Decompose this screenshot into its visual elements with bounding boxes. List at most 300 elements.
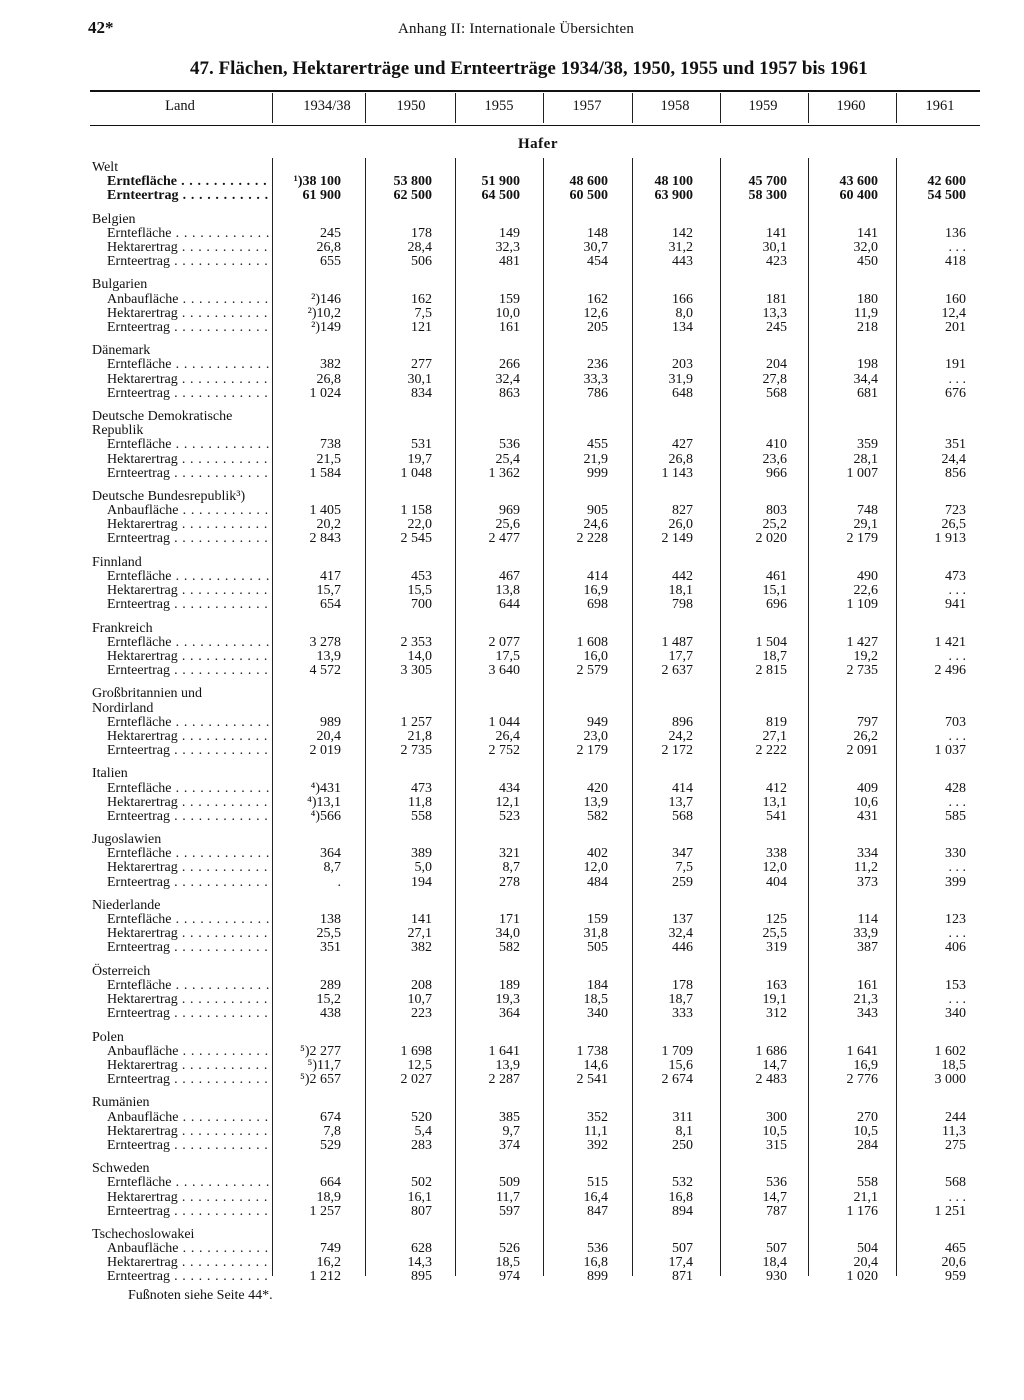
cell-value: 10,7 [407,992,432,1007]
cell-value: 504 [857,1241,878,1257]
row-label: Ernteertrag . . . [107,1204,270,1219]
column-header-year: 1950 [396,98,426,114]
cell-value: 654 [320,597,341,613]
cell-value: 20,6 [941,1255,966,1271]
column-header-year: 1961 [925,98,955,114]
row-label: Hektarertrag . . . [107,729,270,744]
cell-value: 162 [411,291,432,307]
cell-value: 13,9 [583,794,608,810]
cell-value: 18,1 [668,583,693,599]
cell-value: ⁴)431 [310,780,341,796]
cell-value: 2 541 [576,1072,608,1087]
header-column-divider [896,93,897,123]
cell-value: 676 [945,385,966,401]
row-label: Ernteertrag . . . [107,531,270,546]
cell-value: 505 [587,940,608,956]
row-label: Ernteertrag . . . [107,1072,270,1087]
cell-value: 18,5 [941,1057,966,1073]
cell-value: 749 [320,1241,341,1257]
cell-value: 420 [587,780,608,796]
cell-value: 834 [411,385,432,401]
cell-value: 11,2 [854,860,878,876]
row-label: Erntefläche . . . [107,912,270,927]
cell-value: 382 [320,357,341,373]
cell-value: 201 [945,319,966,335]
cell-value: 32,3 [495,240,520,255]
row-label: Hektarertrag . . . [107,992,270,1007]
cell-value: 1 158 [400,503,432,519]
cell-value: 26,0 [668,517,693,533]
row-label: Hektarertrag . . . [107,1124,270,1139]
cell-value: 896 [672,714,693,730]
cell-value: 738 [320,437,341,453]
cell-value: 22,6 [853,583,878,599]
cell-value: 32,4 [495,371,520,387]
cell-value: 16,1 [407,1189,432,1205]
cell-value: 15,2 [316,992,341,1007]
cell-value: 270 [857,1109,878,1125]
cell-value: 797 [857,714,878,730]
cell-value: 507 [672,1241,693,1257]
cell-value: 568 [672,808,693,824]
cell-value: 2 545 [400,531,432,547]
cell-value: 12,5 [407,1057,432,1073]
cell-value: 32,0 [853,240,878,255]
cell-value: 12,4 [941,305,966,321]
cell-value: 385 [499,1109,520,1125]
cell-value: 28,4 [407,240,432,255]
cell-value: 2 077 [488,634,520,650]
cell-value: 25,2 [762,517,787,533]
cell-value: 136 [945,225,966,241]
cell-value: 431 [857,808,878,824]
cell-value: ¹)38 100 [293,174,341,190]
cell-value: 1 251 [934,1203,966,1219]
cell-value: ²)10,2 [307,305,341,321]
cell-value: 26,5 [941,517,966,533]
cell-value: . . . [948,926,966,942]
cell-value: ⁵)2 657 [299,1072,341,1087]
body-column-divider [455,158,456,1276]
cell-value: 1 738 [576,1043,608,1059]
column-header-year: 1934/38 [303,98,351,114]
cell-value: . . . [948,371,966,387]
cell-value: 11,8 [408,794,432,810]
row-label: Ernteertrag . . . [107,1269,270,1284]
cell-value: 315 [766,1137,787,1153]
cell-value: 17,4 [668,1255,693,1271]
cell-value: . . . [948,240,966,255]
cell-value: 703 [945,714,966,730]
cell-value: 974 [499,1269,520,1285]
country-name: Tschechoslowakei [92,1227,195,1242]
row-label: Erntefläche . . . [107,635,270,650]
cell-value: 64 500 [481,188,520,204]
cell-value: 340 [587,1006,608,1022]
cell-value: 13,9 [495,1057,520,1073]
cell-value: 8,7 [502,860,520,876]
cell-value: 2 027 [400,1072,432,1087]
cell-value: 536 [587,1241,608,1257]
cell-value: 26,8 [668,451,693,467]
row-label: Erntefläche . . . [107,1175,270,1190]
cell-value: 568 [945,1175,966,1191]
cell-value: 18,5 [495,1255,520,1271]
cell-value: . . . [948,860,966,876]
country-name: Deutsche Bundesrepublik³) [92,489,246,504]
cell-value: 1 044 [488,714,520,730]
cell-value: 15,1 [762,583,787,599]
cell-value: 11,3 [942,1123,966,1139]
cell-value: 141 [766,225,787,241]
cell-value: 10,5 [762,1123,787,1139]
cell-value: 289 [320,977,341,993]
country-name: Welt [92,160,119,175]
cell-value: 343 [857,1006,878,1022]
cell-value: 321 [499,846,520,862]
cell-value: 58 300 [748,188,787,204]
cell-value: 1 608 [576,634,608,650]
row-label: Hektarertrag . . . [107,1190,270,1205]
row-label: Ernteertrag . . . [107,1138,270,1153]
cell-value: 644 [499,597,520,613]
cell-value: 166 [672,291,693,307]
cell-value: 523 [499,808,520,824]
cell-value: 2 483 [755,1072,787,1087]
cell-value: 312 [766,1006,787,1022]
cell-value: 191 [945,357,966,373]
cell-value: 2 019 [309,743,341,758]
cell-value: 16,8 [668,1189,693,1205]
cell-value: 14,7 [762,1189,787,1205]
cell-value: 171 [499,912,520,928]
cell-value: 536 [766,1175,787,1191]
cell-value: 340 [945,1006,966,1022]
footnote: Fußnoten siehe Seite 44*. [128,1288,273,1303]
row-label: Hektarertrag . . . [107,452,270,467]
cell-value: 930 [766,1269,787,1285]
country-name: Polen [92,1029,124,1045]
cell-value: 13,7 [668,794,693,810]
cell-value: 2 228 [576,531,608,547]
cell-value: 134 [672,319,693,335]
row-label: Hektarertrag . . . [107,240,270,255]
cell-value: 259 [672,874,693,890]
cell-value: 723 [945,503,966,519]
row-label: Hektarertrag . . . [107,926,270,941]
column-header-year: 1957 [572,98,602,114]
cell-value: 30,1 [762,240,787,255]
cell-value: 819 [766,714,787,730]
cell-value: 24,4 [941,451,966,467]
country-name: Bulgarien [92,277,148,293]
country-name: Rumänien [92,1095,150,1111]
cell-value: 19,1 [762,992,787,1007]
row-label: Hektarertrag . . . [107,795,270,810]
cell-value: . . . [948,583,966,599]
cell-value: 364 [320,846,341,862]
row-label: Ernteertrag . . . [107,597,270,612]
cell-value: 473 [411,780,432,796]
row-label: Erntefläche . . . [107,174,270,189]
cell-value: 33,3 [583,371,608,387]
cell-value: 428 [945,780,966,796]
cell-value: 51 900 [481,174,520,190]
cell-value: 12,1 [495,794,520,810]
cell-value: 1 257 [309,1203,341,1219]
cell-value: 137 [672,912,693,928]
cell-value: 25,5 [316,926,341,942]
cell-value: 520 [411,1109,432,1125]
cell-value: 54 500 [927,188,966,204]
cell-value: 807 [411,1203,432,1219]
cell-value: 5,0 [414,860,432,876]
cell-value: 423 [766,254,787,270]
cell-value: 1 709 [661,1043,693,1059]
cell-value: 125 [766,912,787,928]
cell-value: 427 [672,437,693,453]
cell-value: 31,8 [583,926,608,942]
row-label: Erntefläche . . . [107,437,270,452]
cell-value: 443 [672,254,693,270]
table-top-rule [90,90,980,92]
cell-value: 194 [411,874,432,890]
cell-value: 655 [320,254,341,270]
cell-value: 161 [499,319,520,335]
cell-value: 178 [411,225,432,241]
cell-value: 410 [766,437,787,453]
cell-value: 2 776 [846,1072,878,1087]
cell-value: 1 421 [934,634,966,650]
cell-value: 895 [411,1269,432,1285]
cell-value: . . . [948,1189,966,1205]
country-name: Deutsche Demokratische [92,409,233,424]
cell-value: 387 [857,940,878,956]
cell-value: 1 698 [400,1043,432,1059]
cell-value: 446 [672,940,693,956]
cell-value: 899 [587,1269,608,1285]
row-label: Ernteertrag . . . [107,663,270,678]
cell-value: 18,7 [762,648,787,664]
cell-value: 23,0 [583,728,608,744]
cell-value: 2 222 [755,743,787,758]
cell-value: 461 [766,568,787,584]
cell-value: 31,2 [668,240,693,255]
cell-value: 63 900 [654,188,693,204]
cell-value: ²)149 [311,319,341,335]
cell-value: 33,9 [853,926,878,942]
row-label: Anbaufläche . . . [107,1044,270,1059]
cell-value: 2 179 [846,531,878,547]
country-name: Frankreich [92,620,153,636]
country-name: Österreich [92,963,151,979]
cell-value: 1 020 [846,1269,878,1285]
cell-value: 509 [499,1175,520,1191]
cell-value: 966 [766,465,787,481]
cell-value: 2 172 [661,743,693,758]
cell-value: 3 000 [934,1072,966,1087]
cell-value: 48 100 [654,174,693,190]
cell-value: 1 176 [846,1203,878,1219]
cell-value: 223 [411,1006,432,1022]
header-column-divider [720,93,721,123]
row-label: Ernteertrag . . . [107,466,270,481]
cell-value: ⁴)13,1 [306,794,341,810]
row-label: Hektarertrag . . . [107,517,270,532]
cell-value: 32,4 [668,926,693,942]
cell-value: 45 700 [748,174,787,190]
cell-value: 284 [857,1137,878,1153]
column-header-year: 1959 [748,98,778,114]
cell-value: 674 [320,1109,341,1125]
cell-value: 16,0 [583,648,608,664]
cell-value: 26,2 [853,728,878,744]
cell-value: 26,8 [316,371,341,387]
cell-value: 1 602 [934,1043,966,1059]
cell-value: 19,2 [853,648,878,664]
cell-value: 27,8 [762,371,787,387]
cell-value: 389 [411,846,432,862]
cell-value: 21,5 [316,451,341,467]
row-label: Ernteertrag . . . [107,809,270,824]
cell-value: 351 [945,437,966,453]
cell-value: 12,6 [583,305,608,321]
cell-value: 481 [499,254,520,270]
row-label: Anbaufläche . . . [107,503,270,518]
cell-value: 2 674 [661,1072,693,1087]
cell-value: 2 752 [488,743,520,758]
cell-value: 1 024 [309,385,341,401]
cell-value: 13,9 [316,648,341,664]
cell-value: ²)146 [311,291,341,307]
cell-value: 14,6 [583,1057,608,1073]
country-name: Italien [92,766,128,782]
cell-value: 438 [320,1006,341,1022]
cell-value: 664 [320,1175,341,1191]
cell-value: 13,3 [762,305,787,321]
cell-value: ⁵)11,7 [307,1057,341,1073]
cell-value: 7,5 [414,305,432,321]
cell-value: 24,2 [668,728,693,744]
row-label: Anbaufläche . . . [107,1241,270,1256]
cell-value: 364 [499,1006,520,1022]
row-label: Erntefläche . . . [107,846,270,861]
body-column-divider [543,158,544,1276]
cell-value: 30,7 [583,240,608,255]
cell-value: 330 [945,846,966,862]
cell-value: 11,1 [584,1123,608,1139]
header-column-divider [272,93,273,123]
cell-value: 4 572 [309,663,341,678]
cell-value: 455 [587,437,608,453]
cell-value: 412 [766,780,787,796]
cell-value: 374 [499,1137,520,1153]
row-label: Erntefläche . . . [107,978,270,993]
cell-value: 16,8 [583,1255,608,1271]
cell-value: 2 735 [400,743,432,758]
cell-value: 15,5 [407,583,432,599]
cell-value: 392 [587,1137,608,1153]
cell-value: 10,6 [853,794,878,810]
cell-value: 502 [411,1175,432,1191]
cell-value: 25,6 [495,517,520,533]
cell-value: 515 [587,1175,608,1191]
cell-value: 31,9 [668,371,693,387]
cell-value: 856 [945,465,966,481]
cell-value: . [337,874,341,890]
cell-value: 399 [945,874,966,890]
cell-value: 648 [672,385,693,401]
body-column-divider [896,158,897,1276]
row-label: Ernteertrag . . . [107,320,270,335]
country-name: Niederlande [92,897,161,913]
cell-value: 3 305 [400,663,432,678]
cell-value: 11,9 [854,305,878,321]
cell-value: 43 600 [839,174,878,190]
cell-value: 13,1 [762,794,787,810]
cell-value: 15,7 [316,583,341,599]
cell-value: 531 [411,437,432,453]
cell-value: 847 [587,1203,608,1219]
cell-value: 60 400 [839,188,878,204]
header-column-divider [632,93,633,123]
cell-value: 1 037 [934,743,966,758]
cell-value: 61 900 [302,188,341,204]
cell-value: 311 [672,1109,693,1125]
cell-value: 798 [672,597,693,613]
row-label: Ernteertrag . . . [107,188,270,203]
cell-value: 18,4 [762,1255,787,1271]
cell-value: 11,7 [496,1189,520,1205]
cell-value: 26,8 [316,240,341,255]
cell-value: 2 735 [846,663,878,678]
cell-value: 507 [766,1241,787,1257]
cell-value: 23,6 [762,451,787,467]
cell-value: 149 [499,225,520,241]
row-label: Hektarertrag . . . [107,583,270,598]
body-column-divider [808,158,809,1276]
cell-value: 417 [320,568,341,584]
cell-value: 2 020 [755,531,787,547]
cell-value: 949 [587,714,608,730]
cell-value: 21,1 [853,1189,878,1205]
cell-value: 582 [587,808,608,824]
cell-value: 14,3 [407,1255,432,1271]
cell-value: 278 [499,874,520,890]
cell-value: 236 [587,357,608,373]
cell-value: 12,0 [762,860,787,876]
cell-value: 29,1 [853,517,878,533]
cell-value: 184 [587,977,608,993]
cell-value: 2 353 [400,634,432,650]
cell-value: 2 149 [661,531,693,547]
row-label: Hektarertrag . . . [107,1255,270,1270]
cell-value: 283 [411,1137,432,1153]
cell-value: 141 [857,225,878,241]
cell-value: 160 [945,291,966,307]
cell-value: 15,6 [668,1057,693,1073]
cell-value: 2 477 [488,531,520,547]
cell-value: 8,0 [675,305,693,321]
country-name: Jugoslawien [92,832,162,848]
body-column-divider [632,158,633,1276]
cell-value: 163 [766,977,787,993]
row-label: Anbaufläche . . . [107,292,270,307]
cell-value: 2 179 [576,743,608,758]
cell-value: 352 [587,1109,608,1125]
row-label: Erntefläche . . . [107,569,270,584]
cell-value: 275 [945,1137,966,1153]
